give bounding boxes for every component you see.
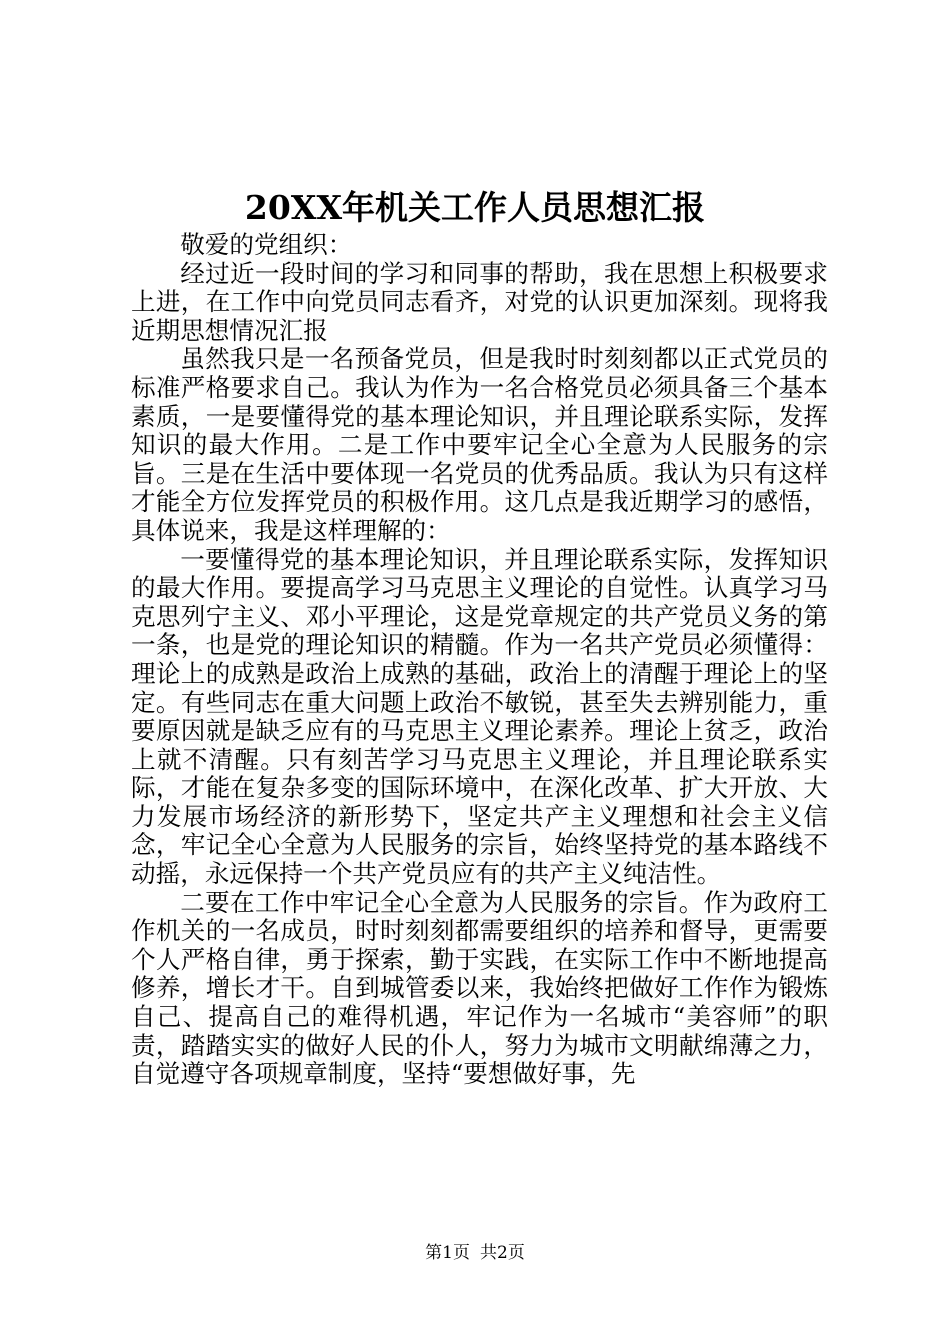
document-body	[131, 231, 828, 1089]
paragraph-service: 二要在工作中牢记全心全意为人民服务的宗旨。作为政府工作机关的一名成员，时时刻刻都需要组织的培养和督导，更需要个人严格自律，勇于探索，勤于实践，在实际工作中不断地提高修养，增长才干。自到城管委以来，我始终把做好工作作为锻炼自己、提高自己的难得机遇，牢记作为一名城市“美容师”的职责，踏踏实实的做好人民的仆人，努力为城市文明献绵薄之力，自觉遵守各项规章制度，坚持“要想做好事，先	[131, 887, 828, 1089]
paragraph-theory: 一要懂得党的基本理论知识，并且理论联系实际，发挥知识的最大作用。要提高学习马克思主义理论的自觉性。认真学习马克思列宁主义、邓小平理论，这是党章规定的共产党员义务的第一条，也是党的理论知识的精髓。作为一名共产党员必须懂得：理论上的成熟是政治上成熟的基础，政治上的清醒于理论上的坚定。有些同志在重大问题上政治不敏锐，甚至失去辨别能力，重要原因就是缺乏应有的马克思主义理论素养。理论上贫乏，政治上就不清醒。只有刻苦学习马克思主义理论，并且理论联系实际，才能在复杂多变的国际环境中，在深化改革、扩大开放、大力发展市场经济的新形势下，坚定共产主义理想和社会主义信念，牢记全心全意为人民服务的宗旨，始终坚持党的基本路线不动摇，永远保持一个共产党员应有的共产主义纯洁性。	[131, 544, 828, 889]
document-title: 20XX年机关工作人员思想汇报	[244, 188, 706, 227]
salutation: 敬爱的党组织：	[180, 230, 353, 259]
paragraph-overview: 虽然我只是一名预备党员，但是我时时刻刻都以正式党员的标准严格要求自己。我认为作为一名合格党员必须具备三个基本素质，一是要懂得党的基本理论知识，并且理论联系实际，发挥知识的最大作用。二是工作中要牢记全心全意为人民服务的宗旨。三是在生活中要体现一名党员的优秀品质。我认为只有这样才能全方位发挥党员的积极作用。这几点是我近期学习的感悟，具体说来，我是这样理解的：	[131, 344, 828, 545]
paragraph-intro: 经过近一段时间的学习和同事的帮助，我在思想上积极要求上进，在工作中向党员同志看齐，对党的认识更加深刻。现将我近期思想情况汇报	[131, 258, 828, 345]
page-footer	[0, 1242, 950, 1264]
page-total: 共2页	[480, 1243, 525, 1263]
page-number: 第1页	[425, 1243, 470, 1263]
